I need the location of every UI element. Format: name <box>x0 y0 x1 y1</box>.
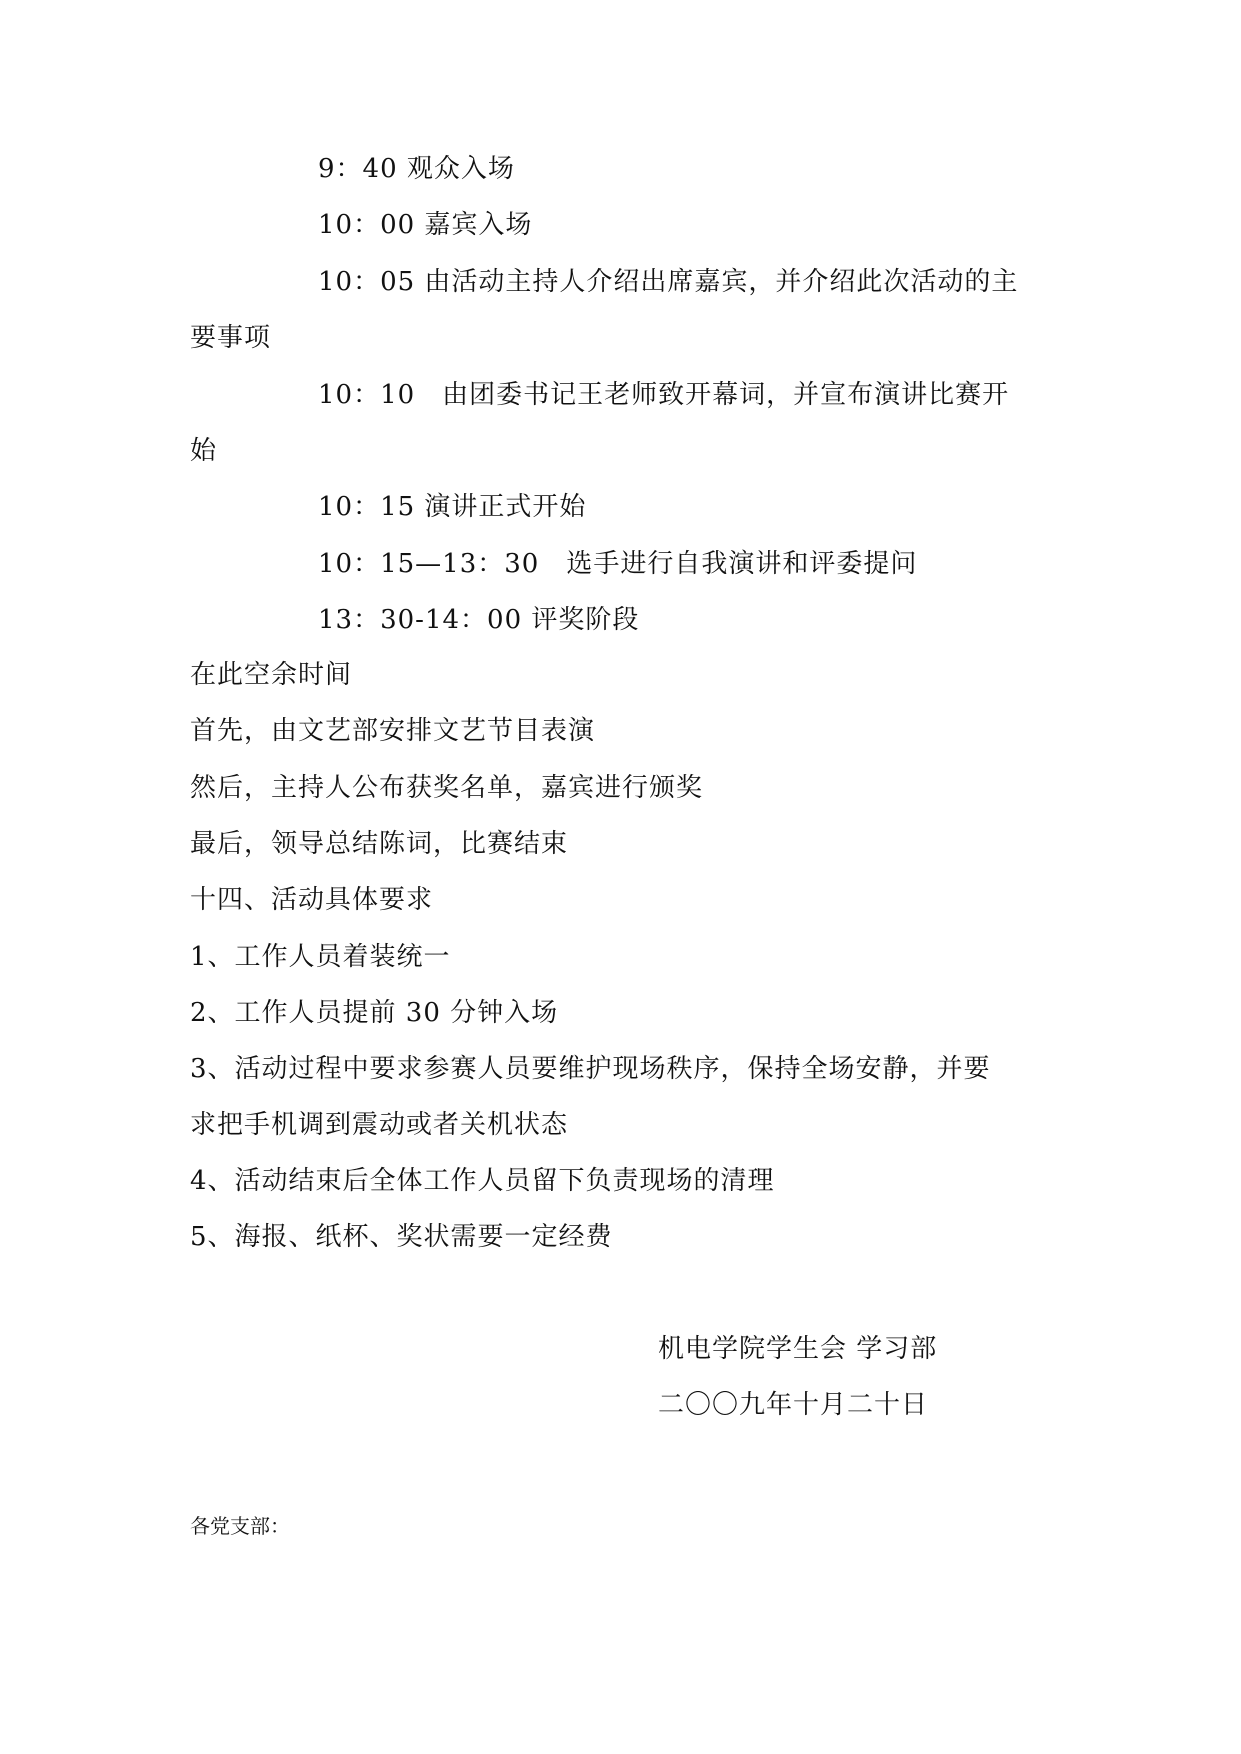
requirement-item-continuation: 求把手机调到震动或者关机状态 <box>190 1110 569 1140</box>
requirement-item: 5、海报、纸杯、奖状需要一定经费 <box>190 1222 613 1252</box>
schedule-line: 9：40 观众入场 <box>318 154 515 184</box>
schedule-line: 10：05 由活动主持人介绍出席嘉宾，并介绍此次活动的主 <box>318 267 1019 297</box>
interlude-line: 在此空余时间 <box>190 660 353 690</box>
requirement-item: 4、活动结束后全体工作人员留下负责现场的清理 <box>190 1166 775 1196</box>
interlude-line: 然后，主持人公布获奖名单，嘉宾进行颁奖 <box>190 773 704 803</box>
signature-date: 二〇〇九年十月二十日 <box>658 1390 929 1420</box>
schedule-line: 10：15 演讲正式开始 <box>318 492 587 522</box>
section-heading: 十四、活动具体要求 <box>190 885 434 915</box>
schedule-line-continuation: 始 <box>190 436 218 466</box>
requirement-item: 2、工作人员提前 30 分钟入场 <box>190 998 559 1028</box>
interlude-line: 首先，由文艺部安排文艺节目表演 <box>190 716 596 746</box>
schedule-line: 10：10 由团委书记王老师致开幕词，并宣布演讲比赛开 <box>318 380 1010 410</box>
schedule-line-continuation: 要事项 <box>190 323 272 353</box>
requirement-item: 1、工作人员着装统一 <box>190 942 451 972</box>
requirement-item: 3、活动过程中要求参赛人员要维护现场秩序，保持全场安静，并要 <box>190 1054 991 1084</box>
schedule-line: 10：15—13：30 选手进行自我演讲和评委提问 <box>318 549 918 579</box>
schedule-line: 13：30-14：00 评奖阶段 <box>318 605 640 635</box>
schedule-line: 10：00 嘉宾入场 <box>318 210 533 240</box>
signature-org: 机电学院学生会 学习部 <box>658 1334 938 1364</box>
footer-salutation: 各党支部： <box>190 1514 290 1538</box>
interlude-line: 最后，领导总结陈词，比赛结束 <box>190 829 569 859</box>
